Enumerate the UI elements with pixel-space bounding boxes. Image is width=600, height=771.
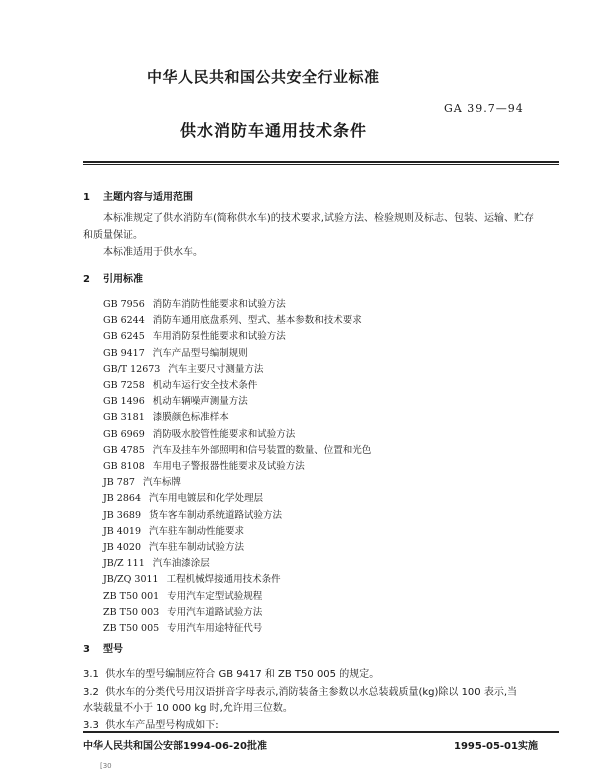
reference-code: JB/ZQ 3011 xyxy=(103,574,159,585)
reference-title: 机动车辆噪声测量方法 xyxy=(152,396,248,407)
reference-code: GB 6969 xyxy=(103,429,145,440)
header-rule-thin xyxy=(83,164,559,165)
reference-code: GB 7258 xyxy=(103,380,145,391)
reference-code: JB 4020 xyxy=(103,542,141,553)
reference-item xyxy=(103,328,286,342)
clause-3-2 xyxy=(83,683,517,698)
footer-rule xyxy=(83,731,559,733)
reference-title: 专用汽车道路试验方法 xyxy=(167,607,263,618)
clause-number: 3.2 xyxy=(83,687,99,698)
reference-title: 汽车产品型号编制规则 xyxy=(152,348,248,359)
section-number: 3 xyxy=(83,644,90,655)
reference-item xyxy=(103,539,244,553)
section-number: 1 xyxy=(83,192,90,203)
reference-code: JB 3689 xyxy=(103,510,141,521)
reference-item xyxy=(103,555,210,569)
clause-number: 3.1 xyxy=(83,669,99,680)
reference-item xyxy=(103,296,286,310)
standard-code: GA 39.7—94 xyxy=(444,102,524,115)
page-mark: [30 xyxy=(100,762,112,770)
clause-text: 供水车的型号编制应符合 GB 9417 和 ZB T50 005 的规定。 xyxy=(105,669,380,680)
section-title: 型号 xyxy=(103,644,123,655)
paragraph: 本标准适用于供水车。 xyxy=(103,247,203,258)
clause-number: 3.3 xyxy=(83,720,99,731)
reference-code: GB 7956 xyxy=(103,299,145,310)
paragraph: 和质量保证。 xyxy=(83,230,143,241)
reference-item xyxy=(103,620,262,634)
reference-title: 汽车主要尺寸测量方法 xyxy=(168,364,264,375)
clause-3-1 xyxy=(83,665,379,680)
reference-code: GB 3181 xyxy=(103,412,145,423)
reference-item xyxy=(103,604,262,618)
reference-code: JB/Z 111 xyxy=(103,558,145,569)
header-rule xyxy=(83,161,559,163)
reference-code: GB/T 12673 xyxy=(103,364,161,375)
paragraph: 本标准规定了供水消防车(简称供水车)的技术要求,试验方法、检验规则及标志、包装、运输、贮存 xyxy=(103,213,534,224)
reference-item xyxy=(103,523,244,537)
reference-title: 货车客车制动系统道路试验方法 xyxy=(149,510,283,521)
clause-text: 供水车产品型号构成如下: xyxy=(105,720,219,731)
reference-title: 消防吸水胶管性能要求和试验方法 xyxy=(152,429,296,440)
clause-text: 供水车的分类代号用汉语拼音字母表示,消防装备主参数以水总装载质量(kg)除以 100 表示,当 xyxy=(105,687,518,698)
reference-code: ZB T50 005 xyxy=(103,623,160,634)
reference-code: GB 6244 xyxy=(103,315,145,326)
reference-code: ZB T50 001 xyxy=(103,591,160,602)
reference-item xyxy=(103,312,362,326)
reference-item xyxy=(103,345,248,359)
reference-code: JB 787 xyxy=(103,477,135,488)
reference-title: 汽车及挂车外部照明和信号装置的数量、位置和光色 xyxy=(152,445,372,456)
reference-item xyxy=(103,426,295,440)
reference-item xyxy=(103,474,181,488)
reference-title: 车用电子警报器性能要求及试验方法 xyxy=(152,461,305,472)
reference-item xyxy=(103,409,229,423)
reference-code: GB 4785 xyxy=(103,445,145,456)
reference-code: JB 2864 xyxy=(103,493,141,504)
reference-item xyxy=(103,442,371,456)
reference-code: GB 1496 xyxy=(103,396,145,407)
reference-title: 机动车运行安全技术条件 xyxy=(152,380,258,391)
section-title: 引用标准 xyxy=(103,274,143,285)
reference-title: 专用汽车定型试验规程 xyxy=(167,591,263,602)
reference-title: 汽车油漆涂层 xyxy=(152,558,210,569)
reference-title: 汽车用电镀层和化学处理层 xyxy=(149,493,264,504)
section-1-heading xyxy=(83,188,193,203)
reference-title: 工程机械焊接通用技术条件 xyxy=(166,574,281,585)
reference-code: GB 6245 xyxy=(103,331,145,342)
reference-item xyxy=(103,361,263,375)
reference-code: ZB T50 003 xyxy=(103,607,160,618)
reference-title: 消防车消防性能要求和试验方法 xyxy=(152,299,286,310)
document-title: 供水消防车通用技术条件 xyxy=(180,121,368,140)
reference-title: 汽车驻车制动性能要求 xyxy=(149,526,245,537)
clause-3-3 xyxy=(83,716,219,731)
reference-code: GB 8108 xyxy=(103,461,145,472)
section-2-heading xyxy=(83,270,143,285)
reference-title: 漆膜颜色标准样本 xyxy=(152,412,229,423)
reference-code: GB 9417 xyxy=(103,348,145,359)
section-title: 主题内容与适用范围 xyxy=(103,192,193,203)
reference-code: JB 4019 xyxy=(103,526,141,537)
reference-item xyxy=(103,377,257,391)
reference-item xyxy=(103,588,262,602)
reference-item xyxy=(103,393,248,407)
approval-line: 中华人民共和国公安部1994-06-20批准 xyxy=(83,741,267,752)
reference-item xyxy=(103,507,282,521)
section-3-heading xyxy=(83,640,123,655)
clause-3-2-continuation: 水装载量不小于 10 000 kg 时,允许用三位数。 xyxy=(83,703,293,714)
section-number: 2 xyxy=(83,274,90,285)
reference-title: 消防车通用底盘系列、型式、基本参数和技术要求 xyxy=(152,315,362,326)
reference-item xyxy=(103,490,263,504)
implementation-date: 1995-05-01实施 xyxy=(454,741,538,752)
reference-title: 专用汽车用途特征代号 xyxy=(167,623,263,634)
reference-title: 汽车驻车制动试验方法 xyxy=(149,542,245,553)
reference-item xyxy=(103,458,305,472)
standard-type: 中华人民共和国公共安全行业标准 xyxy=(147,68,380,86)
reference-title: 车用消防泵性能要求和试验方法 xyxy=(152,331,286,342)
reference-title: 汽车标牌 xyxy=(142,477,181,488)
reference-item xyxy=(103,571,281,585)
